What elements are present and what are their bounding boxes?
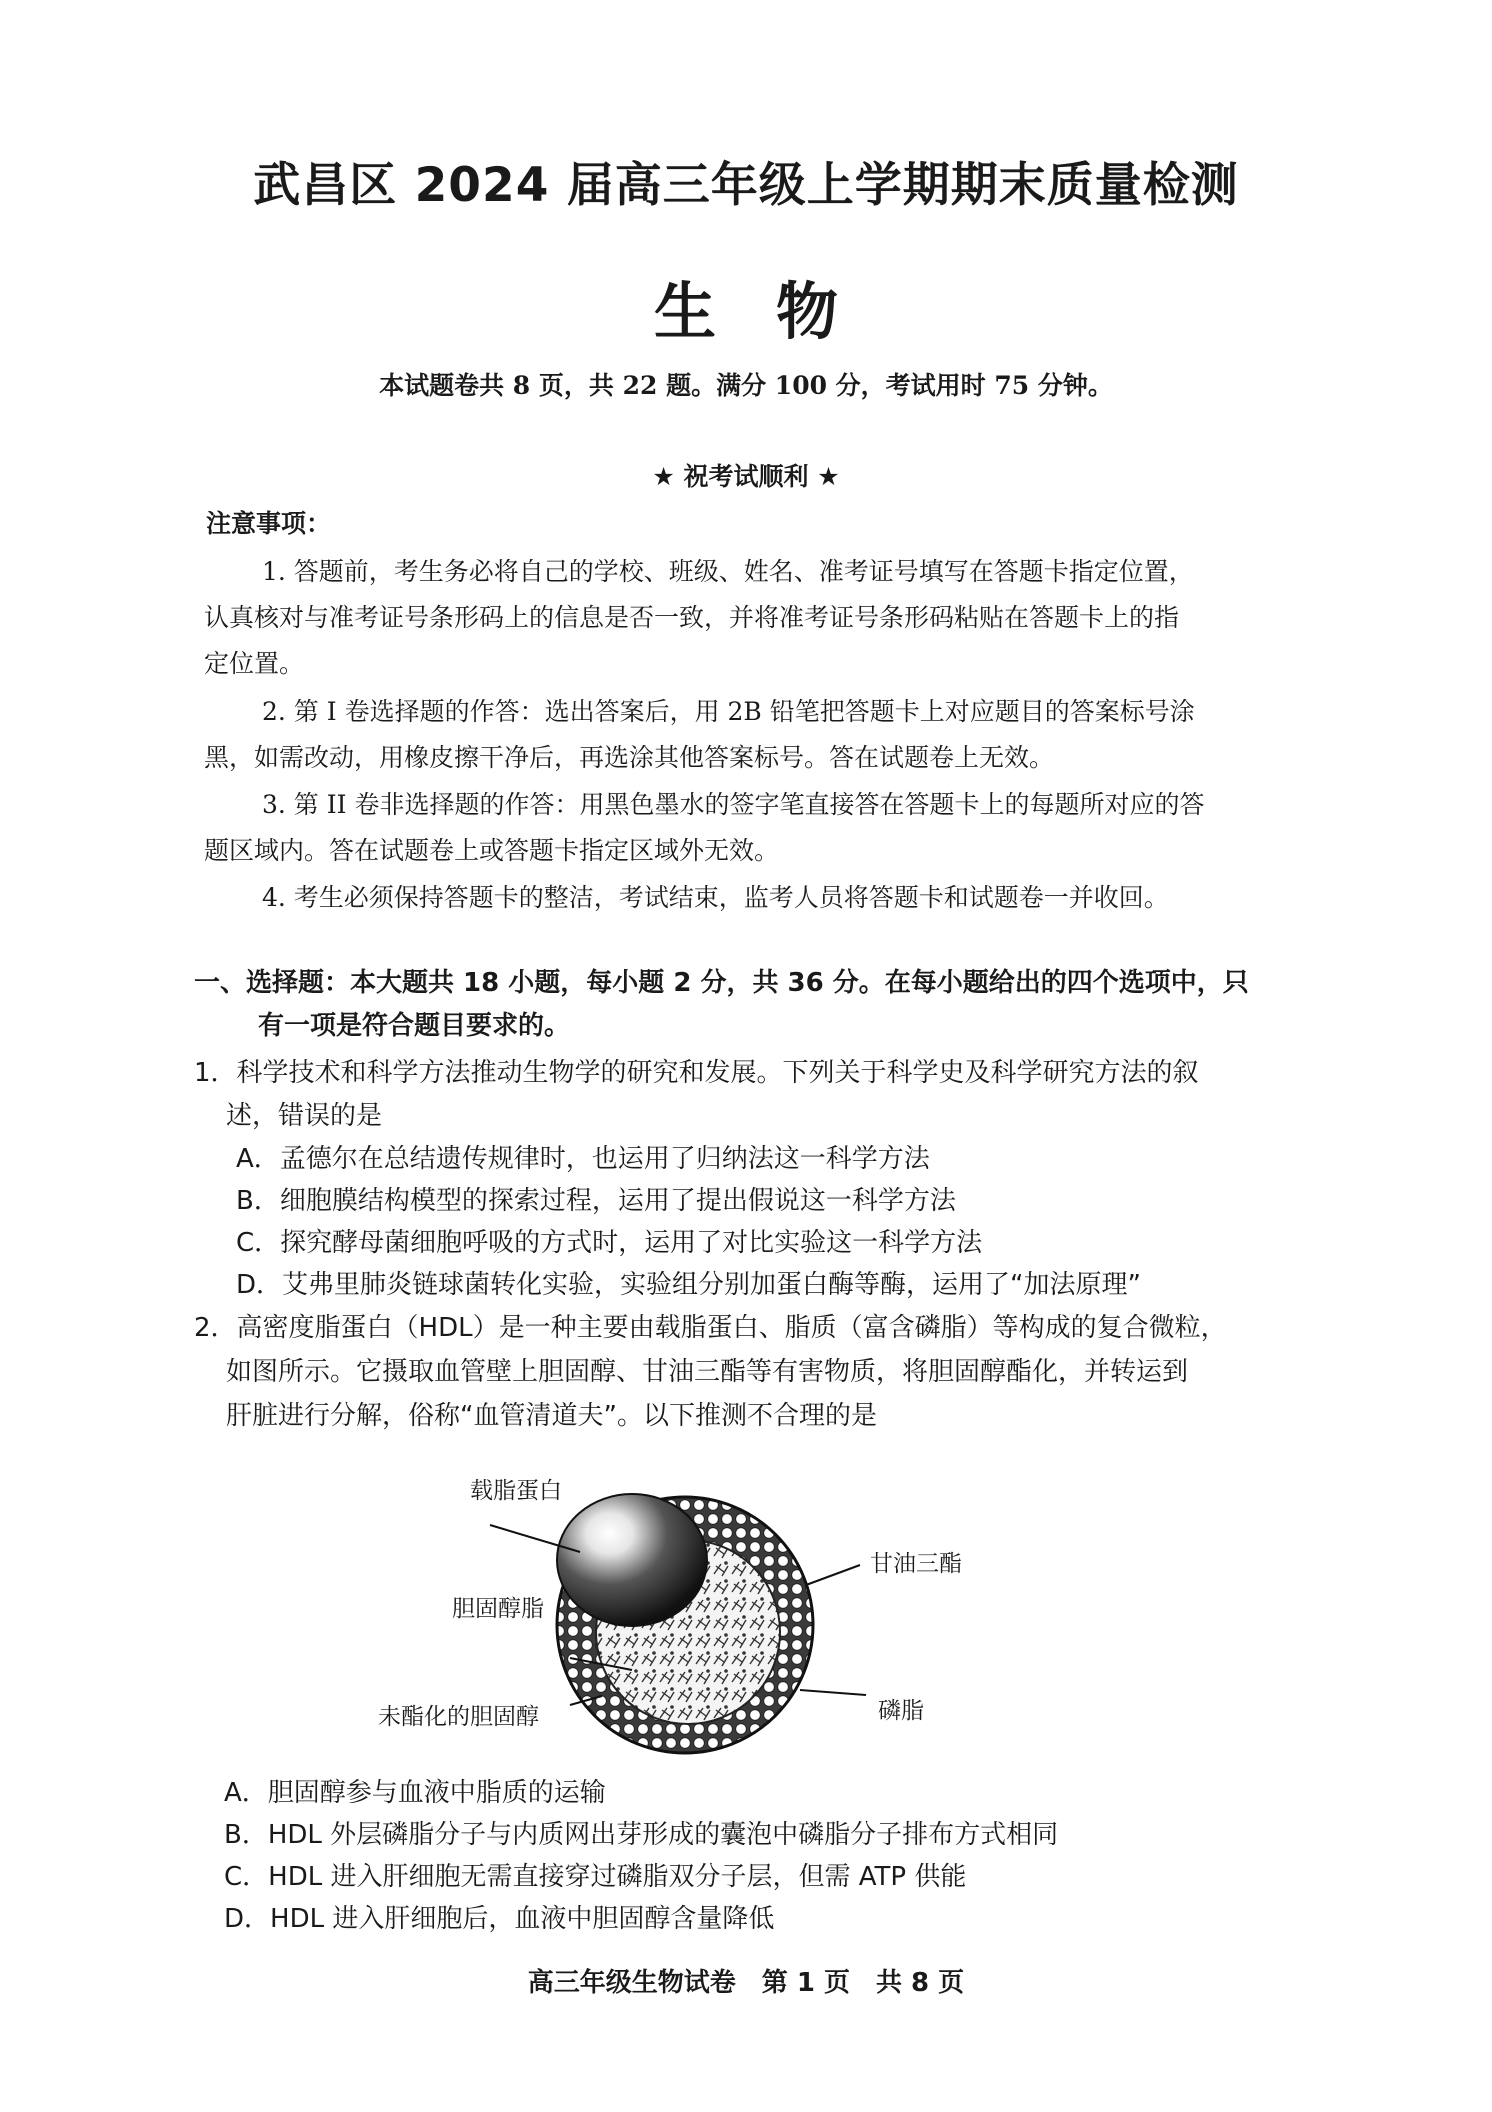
pointer-phospholipid <box>800 1690 866 1695</box>
question-1-stem-cont: 述，错误的是 <box>226 1101 383 1131</box>
label-cholesteryl-ester: 胆固醇脂 <box>452 1596 544 1622</box>
question-2-option-a: A．胆固醇参与血液中脂质的运输 <box>224 1778 606 1808</box>
note-line: 1. 答题前，考生务必将自己的学校、班级、姓名、准考证号填写在答题卡指定位置， <box>262 557 1194 586</box>
note-line: 认真核对与准考证号条形码上的信息是否一致，并将准考证号条形码粘贴在答题卡上的指 <box>204 603 1180 632</box>
good-luck-line: ★ 祝考试顺利 ★ <box>652 462 840 491</box>
question-1-option-c: C．探究酵母菌细胞呼吸的方式时，运用了对比实验这一科学方法 <box>236 1228 983 1258</box>
note-line: 定位置。 <box>204 649 305 678</box>
label-apolipoprotein: 载脂蛋白 <box>470 1478 562 1504</box>
label-free-cholesterol: 未酯化的胆固醇 <box>378 1704 539 1730</box>
label-phospholipid: 磷脂 <box>878 1698 924 1724</box>
exam-info: 本试题卷共 8 页，共 22 题。满分 100 分，考试用时 75 分钟。 <box>379 371 1113 400</box>
question-1-option-b: B．细胞膜结构模型的探索过程，运用了提出假说这一科学方法 <box>236 1186 956 1216</box>
question-2-stem-cont: 如图所示。它摄取血管壁上胆固醇、甘油三酯等有害物质，将胆固醇酯化，并转运到 <box>226 1357 1189 1387</box>
section-heading: 一、选择题：本大题共 18 小题，每小题 2 分，共 36 分。在每小题给出的四个选项中，只 <box>194 968 1249 998</box>
question-1-stem: 1．科学技术和科学方法推动生物学的研究和发展。下列关于科学史及科学研究方法的叙 <box>194 1058 1199 1088</box>
notes-heading: 注意事项： <box>206 509 332 538</box>
note-line: 3. 第 II 卷非选择题的作答：用黑色墨水的签字笔直接答在答题卡上的每题所对应的答 <box>262 790 1205 819</box>
note-line: 题区域内。答在试题卷上或答题卡指定区域外无效。 <box>204 836 780 865</box>
question-1-option-d: D．艾弗里肺炎链球菌转化实验，实验组分别加蛋白酶等酶，运用了“加法原理” <box>236 1270 1141 1300</box>
question-2-stem-cont: 肝脏进行分解，俗称“血管清道夫”。以下推测不合理的是 <box>226 1401 877 1431</box>
note-line: 2. 第 I 卷选择题的作答：选出答案后，用 2B 铅笔把答题卡上对应题目的答案标号涂 <box>262 697 1195 726</box>
note-line: 黑，如需改动，用橡皮擦干净后，再选涂其他答案标号。答在试题卷上无效。 <box>204 743 1055 772</box>
question-2-option-c: C．HDL 进入肝细胞无需直接穿过磷脂双分子层，但需 ATP 供能 <box>224 1862 967 1892</box>
question-1-option-a: A．孟德尔在总结遗传规律时，也运用了归纳法这一科学方法 <box>236 1144 930 1174</box>
pointer-triglyceride <box>806 1565 860 1585</box>
subject-title: 生物 <box>653 275 898 348</box>
exam-title: 武昌区 2024 届高三年级上学期期末质量检测 <box>253 158 1239 213</box>
note-line: 4. 考生必须保持答题卡的整洁，考试结束，监考人员将答题卡和试题卷一并收回。 <box>262 883 1169 912</box>
section-heading-cont: 有一项是符合题目要求的。 <box>258 1011 571 1041</box>
question-2-stem: 2．高密度脂蛋白（HDL）是一种主要由载脂蛋白、脂质（富含磷脂）等构成的复合微粒， <box>194 1313 1227 1343</box>
question-2-option-b: B．HDL 外层磷脂分子与内质网出芽形成的囊泡中磷脂分子排布方式相同 <box>224 1820 1059 1850</box>
hdl-figure <box>370 1470 1020 1760</box>
question-2-option-d: D．HDL 进入肝细胞后，血液中胆固醇含量降低 <box>224 1904 775 1934</box>
apolipoprotein-shape <box>557 1494 707 1626</box>
page-footer: 高三年级生物试卷 第 1 页 共 8 页 <box>527 1968 965 1998</box>
label-triglyceride: 甘油三酯 <box>870 1551 962 1577</box>
